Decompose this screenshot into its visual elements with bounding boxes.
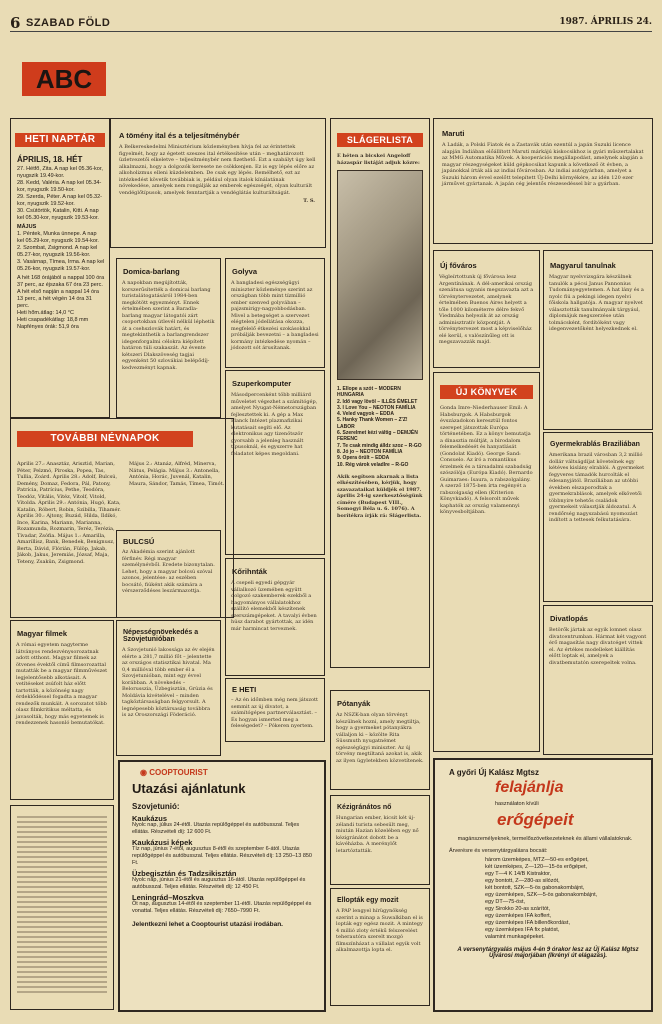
song-item: 1. Ellope a szót – MODERN HUNGARIA: [337, 386, 401, 399]
song-item: 7. Te csak mindig álldz szoz – R-GO: [337, 442, 422, 449]
slagerlista-title: SLÁGERLISTA: [337, 133, 423, 147]
article-body: Betörők jártak az egyik lomnet olasz divatcentrumban. Hármat két vagyont érő magasítás nagy divatcéget vittek el. Az értékes modelleket kiállítás előtt loptak el, amelyek a divatbemutatón szerepeltek volna.: [549, 627, 647, 666]
machine-item: egy üzemképes IFA billenőkordást,: [485, 920, 570, 926]
masthead: [10, 16, 652, 32]
kezigranatos-article: [330, 795, 430, 885]
article-body: A római egyetem nagyterme látványos rendezvénysorozatnak adott otthont. Magyar filmek az ötvenes évektől című filmsorozattal mutatták be a magyar filmművészet legjelentősebb alkotásait. A vetítéseket zsúfolt ház előtt tartották, a közönség nagy érdeklődéssel fogadta a magyar rendezők munkáit. A sorozatot több olasz filmkritikus méltatta, és javasolták, hogy más egyetemek is rendezzenek hasonló bemutatókat.: [16, 642, 108, 726]
trip-name: Üzbegisztán és Tadzsikisztán: [132, 869, 237, 878]
article-title: Szuperkomputer: [232, 379, 292, 388]
article-body: Amerikana brazil városban 3,2 millió dollár váltságdíjat követelnek egy kétéves kislány elrablói. A gyermeket fegyveres támadók hurcolták el édesanyjától. Brazíliában az utóbbi években elszaporodtak a gyermekrablások, amelyek elkövetői többnyire tehetős családok gyermekeit választják áldozatul. A rendőrség nagyszabású nyomozást indított a tettesek felkutatására.: [549, 452, 645, 523]
machine-item: egy DT—75-öst,: [485, 899, 526, 905]
article-body: A bangladesi egészségügyi miniszter közleménye szerint az országban több mint tízmillió ember szenved golyvában – pajzsmirigy-nagyobbodásban. Mivel a betegséget a szervezet elégtelen jódellátása okozza, megfelelő étkezési szokásokkal próbálják bevezetni – a bangladesi kormány intézkedése nyomán – jódozott sót árusítanak.: [231, 280, 319, 351]
week-label: ÁPRILIS, 18. HÉT: [17, 155, 83, 164]
golyva-article: [225, 258, 325, 368]
article-body: A Ladák, a Polski Fiatok és a Zastavák után ezentúl a japán Suzuki licence alapján Indiában előállított Maruti márkájú kiskocsikhoz is gyári műszertalakat az MMG Automatika Művek. A kooperációs megállapodást, amelynek alapján a magyar részegységeket küld gépkocsikat kapunk a következő öt évben, a japánokkal írták alá az indiai fővárosban. Az indiai autógyárban, amelyet a Suzuki három évvel ezelőtt telepített Új-Delhi környékére, az idén 120 ezer járművet gyártanak. A japán cég jelentős részesedéssel bír a gyárban.: [442, 142, 644, 187]
machine-item: két üzemképes, Z—120—15-ös erőgépet,: [485, 864, 588, 870]
issue-date: 1987. ÁPRILIS 24.: [559, 17, 652, 27]
article-title: Népességnövekedés a Szovjetunióban: [123, 629, 199, 643]
slagerlista-footer: Akik segítsen akarnak a lista elkészítésében, kérjük, hogy szavazataikat küldjék el 1987. április 24-ig szerkesztőségünk címére (Budapest VIII., Somogyi Béla u. 6. 1076). A borítékra írják rá: Slágerlista.: [337, 473, 423, 519]
article-body: A Belkereskedelmi Minisztérium közleményben hívja fel az érintettek figyelmét, hogy az égetett szeszes ital értékesítése után – meghatározott üzletvezetői elkeletve – teljesítménybér nem fizethető. Ezt a szabályt úgy kell alkalmazni, hogy a dolgozók keresete ne csökkenjen. Ez is egy lépés előre az alkoholizmus elleni küzdelemben. De csak egy lépés. Remélhető, ezt az intézkedést követik továbbiak is, például olyan italok kínálatának növekedése, amelyek nem rongálják az emberek egészségét, olyan kulturált vendéglőtípusok, amelyek fenntartják a vendéglátás kulturáltságát.: [119, 144, 316, 196]
article-title: Magyar filmek: [17, 629, 68, 638]
song-item: 3. I Love You – NEOTON FAMÍLIA: [337, 404, 416, 411]
stat-line: Heti csapadékátlag: 18,8 mm: [17, 317, 89, 323]
ad-headline2: erőgépeit: [497, 810, 574, 829]
slagerlista-intro: E héten a bicskei Angeloff házaspár listáját adjuk közre:: [337, 153, 420, 166]
article-title: Kőrihnták: [232, 567, 268, 576]
nepesseg-article: [116, 620, 221, 756]
article-body: Végleírtottunk új fővárosa lesz Argentínának. A dél-amerikai ország szenátusa ugyanis megszavazta azt a törvénytervezetet, amelynek értelmében Buenos Aires helyett a tőle 1000 kilométerre délre fekvő Viedmába helyezik át az ország adminisztratív központját. A törvénytervezet most a képviselőház elé kerül, s valószínűleg ott is megszavazzák majd.: [439, 274, 534, 345]
machine-item: egy bontott, Z—280-as silózót,: [485, 878, 560, 884]
ad-intro: Árverésre és versenytárgyalásra bocsát:: [449, 848, 548, 854]
song-item: 5. Hanky Thank Women – Z'Z! LABOR: [337, 417, 408, 430]
calendar-day: 28. Kedd, Valéria. A nap kel 05.34-kor, nyugszik 19.50-kor.: [17, 180, 102, 193]
ad-line1: A győri Új Kalász Mgtsz: [449, 768, 539, 777]
section-logo: ABC: [22, 62, 106, 96]
ujkonyvek-box: [433, 372, 540, 752]
tomeny-article: [110, 118, 326, 248]
article-body: A Szovjetunió lakossága az év elején elérte a 281,7 millió főt – jelentette az országos statisztikai hivatal. Ma 0,4 millióval több ember él a Szovjetunióban, mint egy évvel korábban. A növekedés – Belorusszia, Üzbegisztán, Grúzia és Moldávia kivételével – minden tagköztársaságban felgyorsult. A legnépesebb köztársaság továbbra is az Oroszországi Föderáció.: [122, 647, 215, 718]
calendar-day: 3. Vasárnap, Tímea, Irma. A nap kel 05.26-kor, nyugszik 19.57-kor.: [17, 259, 105, 272]
slagerlista-box: [330, 118, 430, 668]
bulcsu-article: [116, 530, 221, 618]
gyermekrablas-article: [543, 432, 653, 602]
elloptak-article: [330, 888, 430, 1006]
ad-subtitle: Szovjetunió:: [132, 802, 180, 811]
article-body: A csepeli egyedi gépgyár vállalkozó üzemében együtt dolgozó szakemberek ezekből a hagyományos vállalatokhoz szállító elemekből készítenek szerszámgépeket. A tavalyi évben húsz darabot gyártottak, az idén már harmincat terveznek.: [231, 580, 317, 632]
calendar-day: 29. Szerda, Péter. A nap kel 05.32-kor, nyugszik 19.52-kor.: [17, 194, 103, 207]
machine-item: három üzemképes, MTZ—50-es erőgépet,: [485, 857, 589, 863]
article-title: Domica-barlang: [123, 267, 180, 276]
article-signature: T. S.: [303, 198, 315, 204]
heti-naptar-title: HETI NAPTÁR: [15, 133, 105, 147]
nevnapok-left: Április 27.: Anasztáz, Arisztid, Marian, Péter, Pelzmó, Piroska, Popea, Tas, Tullia, Zoárd. Április 28.: Adolf, Bulcsú, Demény, Domaz, Fedora, Pál, Patony, Patrícia, Patrícius, Pethe, Teodóra, Teodóz, Vitális, Vitéz, Vitolf, Vitold, Vitolda. Április 29.: Antónia, Hugó, Kata, Katalin, Róbert, Robin, Szibilla, Tihamér. Április 30.: Ajtony, Buzád, Hilda, Ildikó, Ince, Karina, Mariann, Marianna, Rozamunda, Rozmarin, Teréz, Terézia, Tivadar, Zsófia. Május 1.: Amarilla, Amarillisz, Bank, Benedek, Benignusz, Berta, Dávid, Flórián, Fülöp, Jakab, Jákob, Jakus, Jeremiás, Józsaf, Maja, Teteny, Zsakün, Zsigmond.: [17, 461, 121, 565]
article-title: Golyva: [232, 267, 258, 276]
trip-name: Kaukázusi képek: [132, 838, 193, 847]
cooptourist-brand: COOPTOURIST: [149, 768, 208, 777]
cooptourist-ad: [118, 760, 326, 1012]
machine-item: egy üzemképes IFA koffert,: [485, 913, 552, 919]
korihntak-article: [225, 558, 325, 676]
magyar-filmek-article: [10, 620, 114, 800]
calendar-day: 30. Csütörtök, Katalin, Kitti. A nap kel 05.30-kor, nyugszik 19.53-kor.: [17, 208, 99, 221]
machine-item: valamint munkagépeket.: [485, 934, 545, 940]
machine-item: két bontott, SZK—5-ös gabonakombájnt,: [485, 885, 585, 891]
song-item: 6. Szerelmet kézi váltig – DEMJÉN FERENC: [337, 430, 418, 443]
maruti-article: [433, 118, 653, 244]
magyarul-tanulnak-article: [543, 250, 653, 430]
calendar-day: 27. Hétfő, Zita. A nap kel 05.36-kor, nyugszik 19.49-kor.: [17, 166, 103, 179]
divatlopas-article: [543, 605, 653, 755]
eheti-article: [225, 678, 325, 742]
ujkonyvek-title: ÚJ KÖNYVEK: [440, 385, 533, 399]
article-body: A PAP lengyel hírügynökség szerint a minap a Suwalkiban el is lopták egy egész mozit. A mintegy 4 millió zloty értékű felszerelést teherautóra szerelt mozgó filmszínházat a vállalat egyik volt alkalmazottja lopta el.: [336, 908, 423, 953]
article-title: Divatlopás: [550, 614, 588, 623]
globe-icon: ◉: [140, 768, 147, 777]
ad-line2: használaton kívüli: [495, 801, 539, 807]
ad-title: Utazási ajánlatunk: [132, 781, 246, 796]
machine-list: [485, 857, 641, 941]
trip-name: Kaukázus: [132, 814, 168, 823]
paper-name: SZABAD FÖLD: [26, 17, 111, 29]
trip-desc: Nyolc nap, június 21-étől és augusztus 16-ától. Utazás repülőgéppel és autóbusszal. Teljes ellátás. Részvételi díj: 12 450 Ft.: [132, 877, 306, 890]
stat-line: Napfényes órák: 51,9 óra: [17, 324, 79, 330]
article-body: Az NSZK-ban olyan törvényt készülnek hozni, amely megtiltja, hogy a gyermeket pótanyákra vállaljon ki – közölte Rita Süssmuth nyugatnémet egészségügyi miniszter. Az új törvény megtiltaná azokat is, akik az ilyen ügyletekben közvetítenek.: [336, 712, 424, 764]
heti-naptar-box: [10, 118, 110, 418]
trip-name: Leningrád–Moszkva: [132, 893, 204, 902]
ad-footer: A versenytárgyalás május 4-én 9 órakor lesz az Új Kalász Mgtsz Újvárosi majorjában (Ikrényi út elágazás).: [457, 947, 639, 959]
ad-footer: Jelentkezni lehet a Cooptourist utazási irodában.: [132, 921, 283, 928]
kalasz-ad: [433, 758, 653, 1012]
article-title: E HETI: [232, 685, 257, 694]
cooptourist-logo: [140, 768, 324, 777]
article-body: Az Akadémia szerint ajánlott férfinév. Régi magyar személynévből. Eredete bizonytalan. Lehet, hogy a magyar bolcsú szóval azonos, jelentése: az eszében bocsátó, fiúként akik számára a vérszerződéses leszármazottja.: [122, 549, 215, 594]
article-title: A tömény ital és a teljesítménybér: [119, 131, 240, 140]
week-note: A hét 168 órájából a nappal 100 óra 37 perc, az éjszaka 67 óra 23 perc. A hét első napján a nappal 14 óra 13 perc, a hét végén 14 óra 31 perc.: [17, 275, 105, 309]
ujkonyvek-body: Gonda Imre–Niederhauser Emil: A Habsburgok. A Habsburgok évszázadokon keresztül fontos szerepet játszottak Európa történetében. Ez a könyv bemutatja a dinasztia múltját, a birodalom felemelkedését és hanyatlását (Gondolat Kiadó). George Sand: Consuelo. Az író a romantikus érzelmek és a társadalmi szabadság szószólója (Európa Kiadó). Bernardo Guimaraes: Isaura, a rabszolgalány. A szerző 1875-ben írta regényét a rabszolgaság ellen (Kriterion Könyvkiadó). A felsorolt művek kaphatók az ország valamennyi könyvesboltjában.: [440, 405, 533, 515]
domica-article: [116, 258, 221, 418]
song-list: [337, 386, 424, 468]
nevnapok-right: Május 2.: Atanáz, Alfréd, Minerva, Nátus, Pelágia. Május 3.: Antonella, Antónia, Horác, Juvenál, Katalin, Maura, Sándor, Tamás, Tímea, Timót.: [129, 461, 225, 487]
song-item: 8. Jó jo – NEOTON FAMÍLIA: [337, 448, 403, 455]
machine-item: egy üzemképes, SZK—5-ös gabonakombájnt,: [485, 892, 598, 898]
article-body: A napokban megújították, korszerűsítették a domicai barlang turistalátogatásáról 1984-ben megkötött egyezményt. Ennek értelmében szerint a Baradla-barlang magyar látogatói zárt csoportokban útlevél nélkül léphetik át a csehszlovák határt, és megtekinthetik a barlangrendszer idegenforgalmi célokra kiépített határon túli szakaszát. Az évente kétszeri Dlakszöveség tagjai egyenként 50 szlovákiai belépődíj-kedvezményt kapnak.: [122, 280, 215, 371]
trip-desc: Tíz nap, június 7-étől, augusztus 8-étől és szeptember 6-ától. Utazás repülőgéppel és autóbusszal. Teljes ellátás. Részvételi díj: 13 250–13 850 Ft.: [132, 846, 312, 866]
article-title: Gyermekrablás Braziliában: [550, 441, 640, 448]
szuperkomputer-article: [225, 370, 325, 555]
calendar-day: 2. Szombat, Zsigmond. A nap kel 05.27-kor, nyugszik 19.56-kor.: [17, 245, 98, 258]
machine-item: egy T—4 K 14/B Kistraktor,: [485, 871, 552, 877]
ujfovaros-article: [433, 250, 540, 368]
month-label: MÁJUS: [17, 224, 37, 230]
machine-item: egy üzemképes IFA fix platóst,: [485, 927, 560, 933]
article-title: Pótanyák: [337, 699, 371, 708]
ad-line3: magánszemélyeknek, termelőszövetkezeteknek és állami vállalatoknak.: [457, 836, 633, 842]
article-body: Magyar nyelvvizsgára készülnek tanulók a pécsi Janus Pannonius Tudományegyetemen. A hat lány és a nyolc fiú a pekingi idegen nyelvi főiskola hallgatója. A magyar nyelvet választották tanulmányaik tárgyául, diplomájuk megszerzése után tolmácsként, fordítóként vagy idegenvezetőként helyezkednek el.: [549, 274, 644, 332]
article-text-block: [17, 816, 107, 993]
article-title: BULCSÚ: [123, 537, 155, 546]
stat-line: Heti hőm.átlag: 14,0 °C: [17, 310, 74, 316]
article-title: Magyarul tanulnak: [550, 261, 616, 270]
article-title: Maruti: [442, 129, 465, 138]
machine-item: egy Sirokko 20-as szárítót,: [485, 906, 551, 912]
article-title: Ellopták egy mozit: [337, 897, 399, 904]
song-item: 9. Opera örült – EDDA: [337, 455, 390, 462]
potanyak-article: [330, 690, 430, 790]
article-body: Másodpercenként több milliárd műveletet végezhet a számítógép, amelyet Nyugat-Németországban fejlesztettek ki. A gép a Max Planck Intézet plazmafizikai kutatásait segíti elő. Az elektronikus agy tizenötször gyorsabb a jelenleg használt típusoknál, és egyszerre hat feladatot képes megoldani.: [231, 392, 318, 457]
calendar-day: 1. Péntek, Munka ünnepe. A nap kel 05.29-kor, nyugszik 19.54-kor.: [17, 231, 99, 244]
trip-desc: Öt nap, augusztus 14-étől és szeptember 11-étől. Utazás repülőgéppel és vonattal. Teljes ellátás. Részvételi díj: 7650–7990 Ft.: [132, 901, 312, 914]
trip-desc: Nyolc nap, július 24-étől. Utazás repülőgéppel és autóbusszal. Teljes ellátás. Részvételi díj: 12 600 Ft.: [132, 822, 300, 835]
song-item: 4. Veled vagyok – EDDA: [337, 411, 394, 418]
article-body: – Az én időmben még nem játszott semmit az új divatot, a számítógépes partnerválasztást. – És hogyan ismerted meg a feleségedet? – Pókeren nyertem.: [231, 697, 318, 729]
ad-headline: felajánlja: [495, 779, 564, 796]
nevnapok-title: TOVÁBBI NÉVNAPOK: [17, 431, 193, 447]
article-title: Kézigránátos nő: [337, 804, 392, 811]
song-item: 2. Idő vagy lövöl – ILLÉS ÉMELET: [337, 398, 418, 405]
article-body: Hungarian ember, kicsit két új-zélandi turista sebesült meg, miután Hazian közelében egy nő kézigránátot dobott be a kávéházba. A merénylőt letartóztatták.: [336, 815, 419, 854]
article-title: Új főváros: [440, 261, 477, 270]
trip-list: [132, 815, 314, 915]
couple-photo: [337, 170, 423, 380]
calendar-days: [11, 166, 109, 331]
page-number: 6: [10, 14, 21, 32]
legelo-article: [10, 805, 114, 1010]
song-item: 10. Rég várok veladlre – R-GO: [337, 461, 409, 468]
